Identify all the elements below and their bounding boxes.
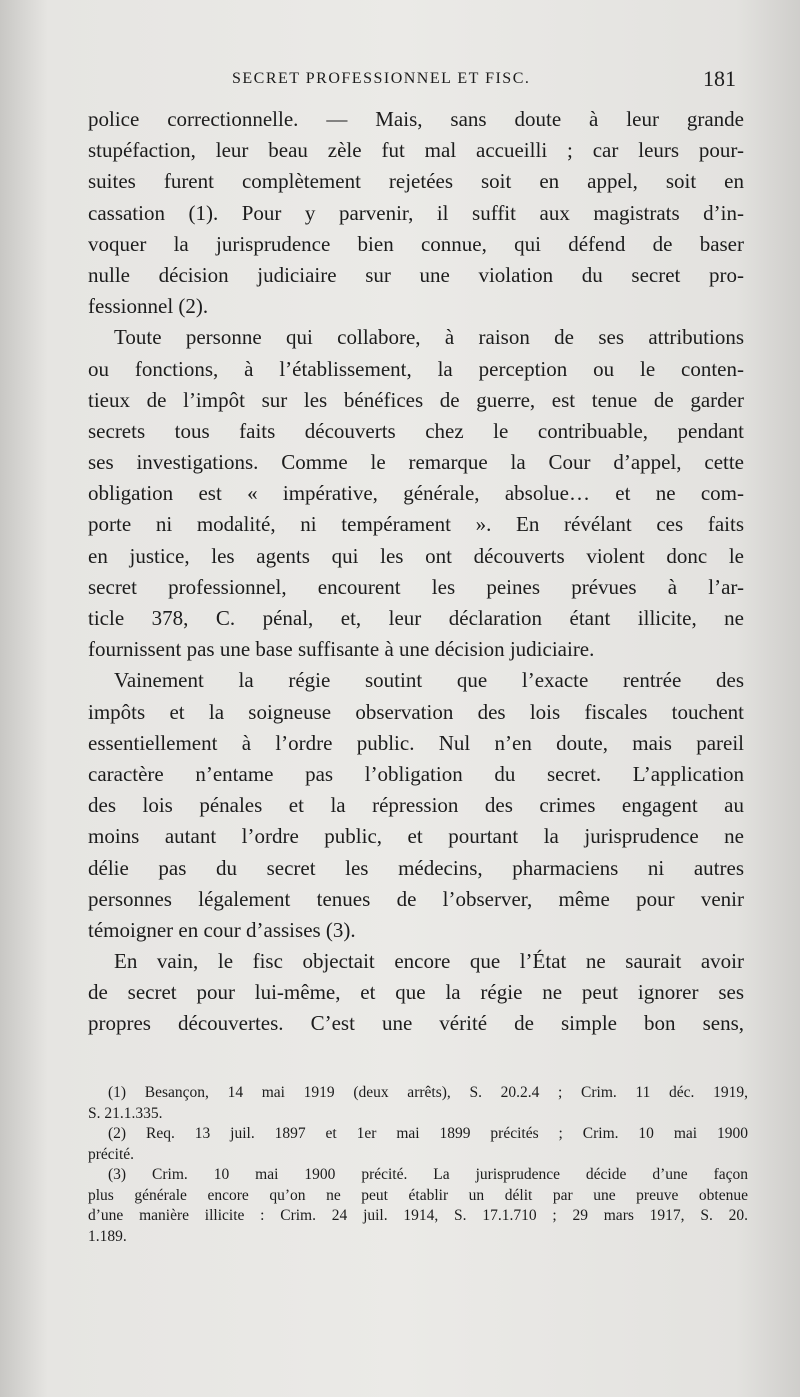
text-line: ticle 378, C. pénal, et, leur déclaration étant illicite, ne [88,606,744,630]
footnote-line: (3) Crim. 10 mai 1900 précité. La jurisprudence décide d’une façon [108,1166,748,1183]
footnote-line: plus générale encore qu’on ne peut établir un délit par une preuve obtenue [88,1186,748,1204]
text-line: tieux de l’impôt sur les bénéfices de guerre, est tenue de garder [88,387,744,412]
text-line: caractère n’entame pas l’obligation du secret. L’application [88,761,744,786]
text-line: moins autant l’ordre public, et pourtant la jurisprudence ne [88,824,744,849]
text-line: secrets tous faits découverts chez le contribuable, pendant [88,418,744,443]
page-header [0,64,800,104]
text-line: Toute personne qui collabore, à raison de ses attributions [114,325,744,350]
text-line: fessionnel (2). [88,294,209,319]
text-line: en justice, les agents qui les ont découverts violent donc le [88,543,744,568]
text-line: voquer la jurisprudence bien connue, qui défend de baser [88,231,744,256]
text-line: Vainement la régie soutint que l’exacte rentrée des [114,668,744,693]
footnote-line: (1) Besançon, 14 mai 1919 (deux arrêts), S. 20.2.4 ; Crim. 11 déc. 1919, [108,1084,748,1101]
text-line: personnes légalement tenues de l’observer, même pour venir [88,886,744,911]
text-line: cassation (1). Pour y parvenir, il suffit aux magistrats d’in- [88,200,744,225]
text-line: police correctionnelle. — Mais, sans doute à leur grande [88,107,744,131]
page-number: 181 [703,66,736,91]
text-line: des lois pénales et la répression des crimes engagent au [88,793,744,818]
text-line: ses investigations. Comme le remarque la Cour d’appel, cette [88,450,744,475]
text-line: fournissent pas une base suffisante à une décision judiciaire. [88,637,595,662]
text-line: délie pas du secret les médecins, pharmaciens ni autres [88,855,744,880]
text-line: En vain, le fisc objectait encore que l’État ne saurait avoir [114,949,744,974]
text-line: essentiellement à l’ordre public. Nul n’en doute, mais pareil [88,730,744,755]
footnote-line: S. 21.1.335. [88,1104,163,1122]
running-title: SECRET PROFESSIONNEL ET FISC. [232,70,531,87]
text-line: de secret pour lui-même, et que la régie ne peut ignorer ses [88,980,744,1005]
footnote-line: (2) Req. 13 juil. 1897 et 1er mai 1899 précités ; Crim. 10 mai 1900 [108,1125,748,1142]
text-line: nulle décision judiciaire sur une violation du secret pro- [88,262,744,287]
text-line: stupéfaction, leur beau zèle fut mal accueilli ; car leurs pour- [88,138,744,163]
text-line: témoigner en cour d’assises (3). [88,917,356,942]
footnote-line: 1.189. [88,1227,127,1245]
footnote-line: d’une manière illicite : Crim. 24 juil. 1914, S. 17.1.710 ; 29 mars 1917, S. 20. [88,1207,748,1224]
text-line: impôts et la soigneuse observation des lois fiscales touchent [88,699,744,724]
footnote-line: précité. [88,1145,135,1163]
text-line: porte ni modalité, ni tempérament ». En révélant ces faits [88,512,744,537]
text-line: suites furent complètement rejetées soit en appel, soit en [88,169,744,194]
text-line: obligation est « impérative, générale, absolue… et ne com- [88,481,744,506]
body-text [88,104,744,1040]
text-line: propres découvertes. C’est une vérité de simple bon sens, [88,1011,744,1036]
text-line: ou fonctions, à l’établissement, la perception ou le conten- [88,356,744,381]
footnotes [88,1083,748,1247]
text-line: secret professionnel, encourent les peines prévues à l’ar- [88,574,744,599]
